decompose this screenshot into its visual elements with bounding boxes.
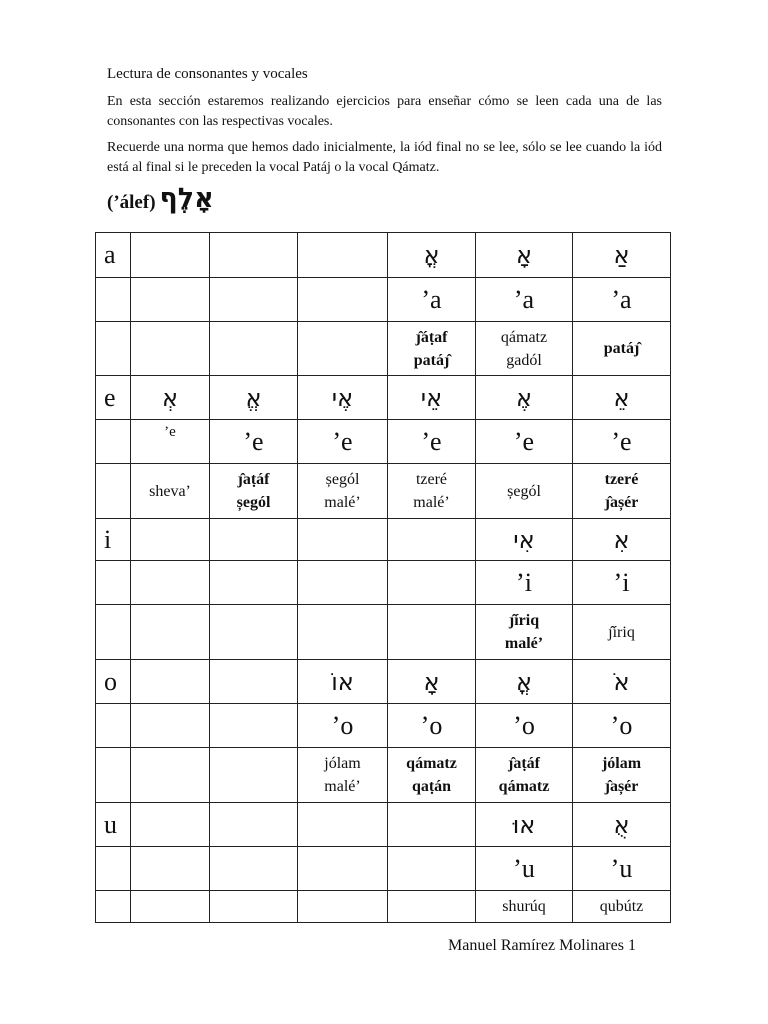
hebrew-glyph-cell (131, 519, 210, 561)
hebrew-glyph-cell: אַ (573, 233, 671, 278)
hebrew-glyph-cell (298, 803, 388, 847)
hebrew-glyph-cell: אָ (388, 660, 476, 704)
transliteration-cell: ’o (298, 704, 388, 748)
transliteration-cell: ’u (476, 847, 573, 891)
transliteration-cell: ’a (476, 278, 573, 322)
transliteration-cell: ’u (573, 847, 671, 891)
transliteration-cell: ’o (388, 704, 476, 748)
table-row (96, 605, 671, 660)
vowel-name-cell: ȷ̂áṭaf patáȷ̂ (388, 322, 476, 376)
hebrew-glyph-cell: אוּ (476, 803, 573, 847)
page-footer: Manuel Ramírez Molinares 1 (448, 937, 636, 954)
table-row (96, 748, 671, 803)
transliteration-cell (298, 278, 388, 322)
vowel-name-cell: qubútz (573, 891, 671, 923)
vowel-name-cell: ȷ̂íriq malé’ (476, 605, 573, 660)
transliteration-cell (131, 704, 210, 748)
table-row (96, 278, 671, 322)
table-row (96, 519, 671, 561)
vowel-name-cell: patáȷ̂ (573, 322, 671, 376)
hebrew-glyph-cell (388, 803, 476, 847)
hebrew-glyph-cell (210, 660, 298, 704)
vowel-label-cell (96, 847, 131, 891)
vowel-name-cell: ȷ̂aṭáf șegól (210, 464, 298, 519)
transliteration-cell: ’o (573, 704, 671, 748)
vowel-name-cell (210, 748, 298, 803)
transliteration-cell: ’e (476, 420, 573, 464)
transliteration-cell: ’e (298, 420, 388, 464)
transliteration-cell (298, 847, 388, 891)
table-row (96, 420, 671, 464)
vowel-label-cell: u (96, 803, 131, 847)
vowel-name-cell: qámatz gadól (476, 322, 573, 376)
hebrew-glyph-cell: אֵ (573, 376, 671, 420)
vowel-name-cell (210, 605, 298, 660)
vowel-name-cell: jólam ȷ̂așér (573, 748, 671, 803)
hebrew-glyph-cell: אוֹ (298, 660, 388, 704)
letter-name: (’álef) (107, 192, 156, 213)
hebrew-glyph-cell (298, 233, 388, 278)
vowel-name-cell: tzeré malé’ (388, 464, 476, 519)
hebrew-glyph-cell (388, 519, 476, 561)
vowel-label-cell (96, 420, 131, 464)
vowel-name-cell: șegól (476, 464, 573, 519)
letter-heading (107, 184, 214, 214)
hebrew-glyph-cell: אֳ (388, 233, 476, 278)
hebrew-glyph-cell: אֱ (210, 376, 298, 420)
vowel-name-cell (210, 891, 298, 923)
transliteration-cell: ’e (210, 420, 298, 464)
hebrew-glyph-cell (210, 519, 298, 561)
table-row (96, 233, 671, 278)
vowel-label-cell: a (96, 233, 131, 278)
hebrew-glyph-cell: אֳ (476, 660, 573, 704)
vowel-label-cell: o (96, 660, 131, 704)
hebrew-glyph-cell (131, 233, 210, 278)
vowel-label-cell (96, 748, 131, 803)
hebrew-glyph-cell: אְ (131, 376, 210, 420)
transliteration-cell: ’e (388, 420, 476, 464)
hebrew-glyph-cell: אָ (476, 233, 573, 278)
hebrew-glyph-cell: אֶ (476, 376, 573, 420)
transliteration-cell (388, 561, 476, 605)
transliteration-cell: ’i (476, 561, 573, 605)
vowel-name-cell: sheva’ (131, 464, 210, 519)
vowel-name-cell: qámatz qaṭán (388, 748, 476, 803)
transliteration-cell: ’e (573, 420, 671, 464)
letter-hebrew: אָלֶף (159, 183, 214, 214)
transliteration-cell (388, 847, 476, 891)
vowel-name-cell (388, 605, 476, 660)
vowel-label-cell (96, 322, 131, 376)
table-row (96, 803, 671, 847)
vowel-label-cell (96, 464, 131, 519)
vowel-label-cell: e (96, 376, 131, 420)
transliteration-cell: ’a (573, 278, 671, 322)
hebrew-glyph-cell: אִ (573, 519, 671, 561)
hebrew-glyph-cell: אֹ (573, 660, 671, 704)
table-row (96, 704, 671, 748)
vowel-name-cell (298, 891, 388, 923)
transliteration-cell: ’a (388, 278, 476, 322)
transliteration-cell (210, 278, 298, 322)
vowel-label-cell: i (96, 519, 131, 561)
vowel-label-cell (96, 704, 131, 748)
hebrew-glyph-cell (210, 233, 298, 278)
vowel-name-cell (298, 605, 388, 660)
hebrew-glyph-cell (131, 803, 210, 847)
transliteration-cell: ’i (573, 561, 671, 605)
vowel-name-cell: șegól malé’ (298, 464, 388, 519)
table-row (96, 891, 671, 923)
transliteration-cell (298, 561, 388, 605)
vowel-name-cell: jólam malé’ (298, 748, 388, 803)
vowel-name-cell: ȷ̂íriq (573, 605, 671, 660)
transliteration-cell (131, 847, 210, 891)
hebrew-glyph-cell (131, 660, 210, 704)
transliteration-cell (210, 561, 298, 605)
vowel-name-cell (388, 891, 476, 923)
vowel-name-cell (210, 322, 298, 376)
table-row (96, 376, 671, 420)
hebrew-glyph-cell (298, 519, 388, 561)
hebrew-glyph-cell: אִי (476, 519, 573, 561)
table-row (96, 847, 671, 891)
vowel-name-cell (131, 891, 210, 923)
vowel-label-cell (96, 605, 131, 660)
transliteration-cell (131, 561, 210, 605)
vowel-name-cell (131, 748, 210, 803)
rule-paragraph: Recuerde una norma que hemos dado inicialmente, la iód final no se lee, sólo se lee cuando la iód está al final si le preceden la vocal Patáj o la vocal Qámatz. (107, 140, 662, 175)
hebrew-glyph-cell: אֻ (573, 803, 671, 847)
vowel-table (95, 232, 671, 923)
intro-paragraph: En esta sección estaremos realizando ejercicios para enseñar cómo se leen cada una de las consonantes con las respectivas vocales. (107, 94, 662, 129)
table-row (96, 561, 671, 605)
vowel-label-cell (96, 891, 131, 923)
transliteration-cell (131, 278, 210, 322)
table-row (96, 660, 671, 704)
transliteration-cell: ’o (476, 704, 573, 748)
transliteration-cell: ’e (131, 420, 210, 464)
transliteration-cell (210, 847, 298, 891)
vowel-name-cell: tzeré ȷ̂așér (573, 464, 671, 519)
vowel-name-cell (131, 322, 210, 376)
hebrew-glyph-cell: אֶי (298, 376, 388, 420)
table-row (96, 322, 671, 376)
transliteration-cell (210, 704, 298, 748)
vowel-name-cell (298, 322, 388, 376)
vowel-name-cell (131, 605, 210, 660)
page-title: Lectura de consonantes y vocales (107, 66, 308, 82)
vowel-name-cell: shurúq (476, 891, 573, 923)
hebrew-glyph-cell (210, 803, 298, 847)
table-row (96, 464, 671, 519)
vowel-name-cell: ȷ̂aṭáf qámatz (476, 748, 573, 803)
vowel-label-cell (96, 561, 131, 605)
hebrew-glyph-cell: אֵי (388, 376, 476, 420)
vowel-label-cell (96, 278, 131, 322)
